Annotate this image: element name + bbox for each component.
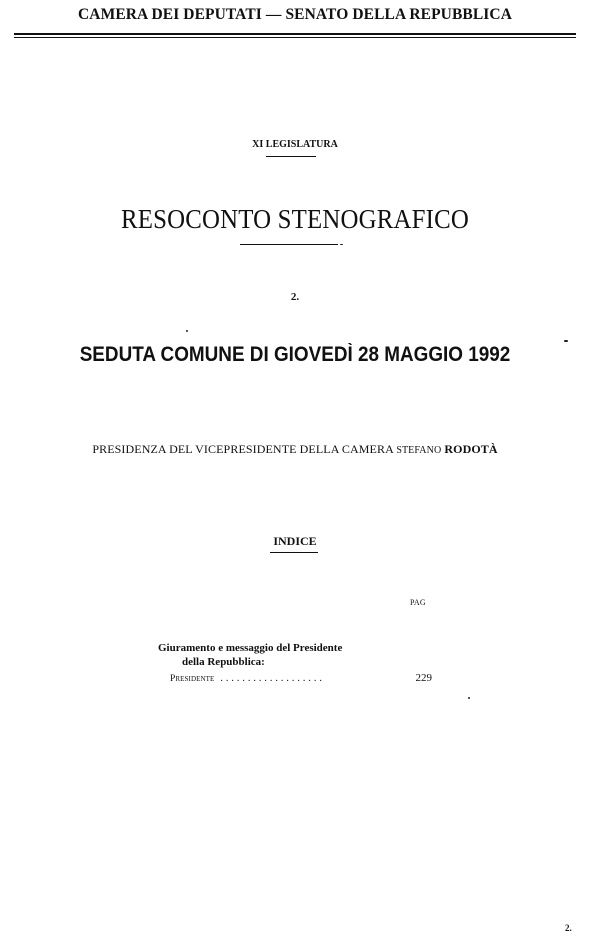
index-entry-speaker: Presidente <box>170 674 215 684</box>
presidency-last-name: RODOTÀ <box>444 442 498 456</box>
index-entry-row <box>170 672 432 684</box>
footer-page-number: 2. <box>565 923 572 933</box>
document-header: CAMERA DEI DEPUTATI — SENATO DELLA REPUBBLICA <box>78 6 512 23</box>
report-title: RESOCONTO STENOGRAFICO <box>121 204 469 234</box>
index-entry-page: 229 <box>415 672 432 684</box>
presidency-prefix: PRESIDENZA DEL VICEPRESIDENTE DELLA CAMERA <box>92 442 394 456</box>
presidency-first-name: STEFANO <box>396 445 442 456</box>
index-entry-leader-dots: ................... <box>220 673 325 684</box>
session-number: 2. <box>290 291 300 303</box>
report-title-underline <box>240 244 338 245</box>
scan-speck <box>340 244 343 245</box>
scan-speck <box>564 340 568 342</box>
header-rule-thin <box>14 37 576 38</box>
presidency-line <box>0 442 590 457</box>
legislature-underline <box>266 156 316 157</box>
scan-speck <box>186 330 188 332</box>
header-rule-thick <box>14 33 576 35</box>
page-column-label: PAG <box>410 598 426 607</box>
session-title: SEDUTA COMUNE DI GIOVEDÌ 28 MAGGIO 1992 <box>79 343 511 366</box>
legislature-label: XI LEGISLATURA <box>252 139 338 150</box>
index-entry-title-line2: della Repubblica: <box>182 656 265 668</box>
index-heading-underline <box>270 552 318 553</box>
scan-speck <box>468 697 470 699</box>
index-heading: INDICE <box>273 534 317 548</box>
index-entry-title-line1: Giuramento e messaggio del Presidente <box>158 642 343 654</box>
